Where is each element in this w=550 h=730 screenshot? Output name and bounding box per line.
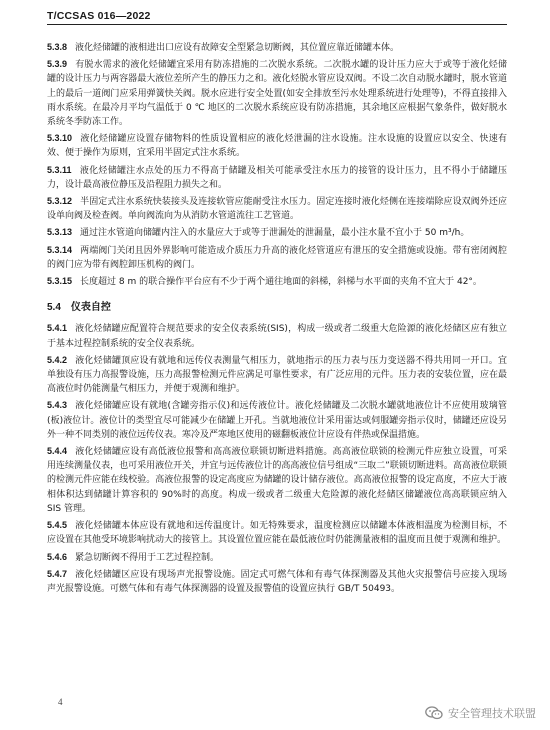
clause-5-3-11 [47,163,507,192]
clause-number: 5.4.6 [47,551,68,562]
section-heading [47,301,507,315]
clause-5-3-12 [47,194,507,223]
clause-number: 5.4.7 [47,568,68,579]
clause-number: 5.3.14 [47,244,73,255]
clause-text: 液化烃储罐顶应设有就地和远传仪表测量气相压力，就地指示的压力表与压力变送器不得共用同一开口。宜单独设有压力高报警设施，压力高报警检测元件应满足可靠性要求，有广泛应用的元件。压力表的安装位置，应在最高液位时仍能测量气相压力，并便于观测和维护。 [47,355,507,395]
watermark-text: 安全管理技术联盟 [448,707,536,720]
clause-5-3-15 [47,274,507,289]
section-title: 仪表自控 [70,302,111,314]
clause-5-3-9 [47,57,507,129]
clause-number: 5.4.5 [47,520,68,531]
clause-text: 长度超过 8 m 的联合操作平台应有不少于两个通往地面的斜梯，斜梯与水平面的夹角不宜大于 42°。 [80,277,482,288]
clause-number: 5.3.13 [47,227,73,238]
clause-text: 半固定式注水系统快装接头及连接软管应能耐受注水压力。固定连接时液化烃侧在连接端除应设双阀外还应设单向阀及检查阀。单向阀流向为从消防水管道流往工艺管道。 [47,197,507,222]
document-body [47,40,507,598]
clause-text: 液化烃储罐本体应设有就地和远传温度计。如无特殊要求，温度检测应以储罐本体液相温度为检测目标，不应设置在其他受环境影响扰动大的接管上。其设置位置应能在最低液位时仍能测量液相的温度而且便于观测和维护。 [47,521,507,546]
clause-5-4-5 [47,518,507,547]
clause-5-4-1 [47,321,507,350]
clause-text: 液化烃储罐的液相进出口应设有故障安全型紧急切断阀，其位置应靠近储罐本体。 [75,43,400,53]
wechat-icon [425,706,443,720]
clause-number: 5.3.9 [47,59,68,70]
clause-number: 5.3.8 [47,42,68,52]
clause-number: 5.3.11 [47,164,72,175]
clause-number: 5.3.15 [47,276,73,287]
clause-text: 有脱水需求的液化烃储罐宜采用有防冻措施的二次脱水系统。二次脱水罐的设计压力应大于或等于液化烃储罐的设计压力与两容器最大液位差所产生的静压力之和。液化烃脱水管应设双阀。不设二次自动脱水罐时，脱水管道上的最后一道阀门应采用弹簧快关阀。脱水应进行安全处置(如安全排放至污水处理系统进行处理等)，不得直接排入雨水系统。在最冷月平均气温低于 0 ℃ 地区的二次脱水系统应设有防冻措施，其余地区应根据气象条件，做好脱水系统冬季防冻工作。 [47,60,507,128]
clause-5-4-6 [47,550,507,565]
header-divider [47,24,507,25]
clause-text: 通过注水管道向储罐内注入的水量应大于或等于泄漏处的泄漏量，最小注水量不宜小于 50 m³/h。 [80,228,470,239]
page-number: 4 [58,697,63,707]
clause-number: 5.4.2 [47,354,68,365]
clause-5-4-2 [47,353,507,397]
clause-text: 液化烃储罐应设置存储物料的性质设置相应的液化烃泄漏的注水设施。注水设施的设置应以安全、快速有效、便于操作为原则，宜采用半固定式注水系统。 [47,134,507,159]
clause-number: 5.4.4 [47,446,68,457]
clause-5-3-14 [47,243,507,272]
clause-text: 液化烃储罐应设有高低液位报警和高高液位联锁切断进料措施。高高液位联锁的检测元件应独立设置，可采用连续测量仪表，也可采用液位开关，并宜与远传液位计的高高液位信号组成“三取二”联锁切断进料。高高液位联锁的检测元件应能在线校验。高液位报警的设定高度应为储罐的设计储存液位。高高液位报警的设定高度，不应大于液相体积达到储罐计算容积的 90%时的高度。构成一级或者二级重大危险源的液化烃储区储罐液位高高联锁应纳入 SIS 管理。 [47,447,507,514]
clause-number: 5.3.12 [47,196,73,207]
clause-text: 液化烃储罐区应设有现场声光报警设施。固定式可燃气体和有毒气体探测器及其他火灾报警信号应接入现场声光报警设施。可燃气体和有毒气体探测器的设置及报警值的设置应执行 GB/T 50493。 [47,569,507,594]
clause-text: 液化烃储罐应配置符合规范要求的安全仪表系统(SIS)，构成一级或者二级重大危险源的液化烃储区应有独立于基本过程控制系统的安全仪表系统。 [47,324,507,349]
clause-5-3-13 [47,225,507,240]
section-number: 5.4 [47,302,61,314]
clause-5-4-4 [47,444,507,516]
clause-text: 液化烃储罐应设有就地(含罐旁指示仪)和远传液位计。液化烃储罐及二次脱水罐就地液位计不应使用玻璃管(板)液位计。液位计的类型宜尽可能减少在储罐上开孔。当就地液位计采用雷达或伺服罐旁指示仪时，储罐还应设另外一种不同类别的液位远传仪表。寒冷及严寒地区使用的磁翻板液位计应设有伴热或保温措施。 [47,401,507,440]
clause-5-3-10 [47,131,507,160]
wechat-watermark [425,705,536,721]
clause-number: 5.4.3 [47,400,68,411]
clause-text: 液化烃储罐注水点处的压力不得高于储罐及相关可能承受注水压力的接管的设计压力，且不得小于储罐压力，设计最高液位静压及沿程阻力损失之和。 [47,165,507,190]
clause-5-4-3 [47,398,507,442]
clause-number: 5.3.10 [47,133,73,144]
standard-code-header: T/CCSAS 016—2022 [47,10,151,22]
clause-text: 两端阀门关闭且因外界影响可能造成介质压力升高的液化烃管道应有泄压的安全措施或设施。带有密闭阀腔的阀门应为带有阀腔卸压机构的阀门。 [47,245,507,270]
clause-5-3-8 [47,40,507,55]
clause-text: 紧急切断阀不得用于工艺过程控制。 [75,552,220,563]
clause-5-4-7 [47,567,507,596]
clause-number: 5.4.1 [47,323,68,334]
